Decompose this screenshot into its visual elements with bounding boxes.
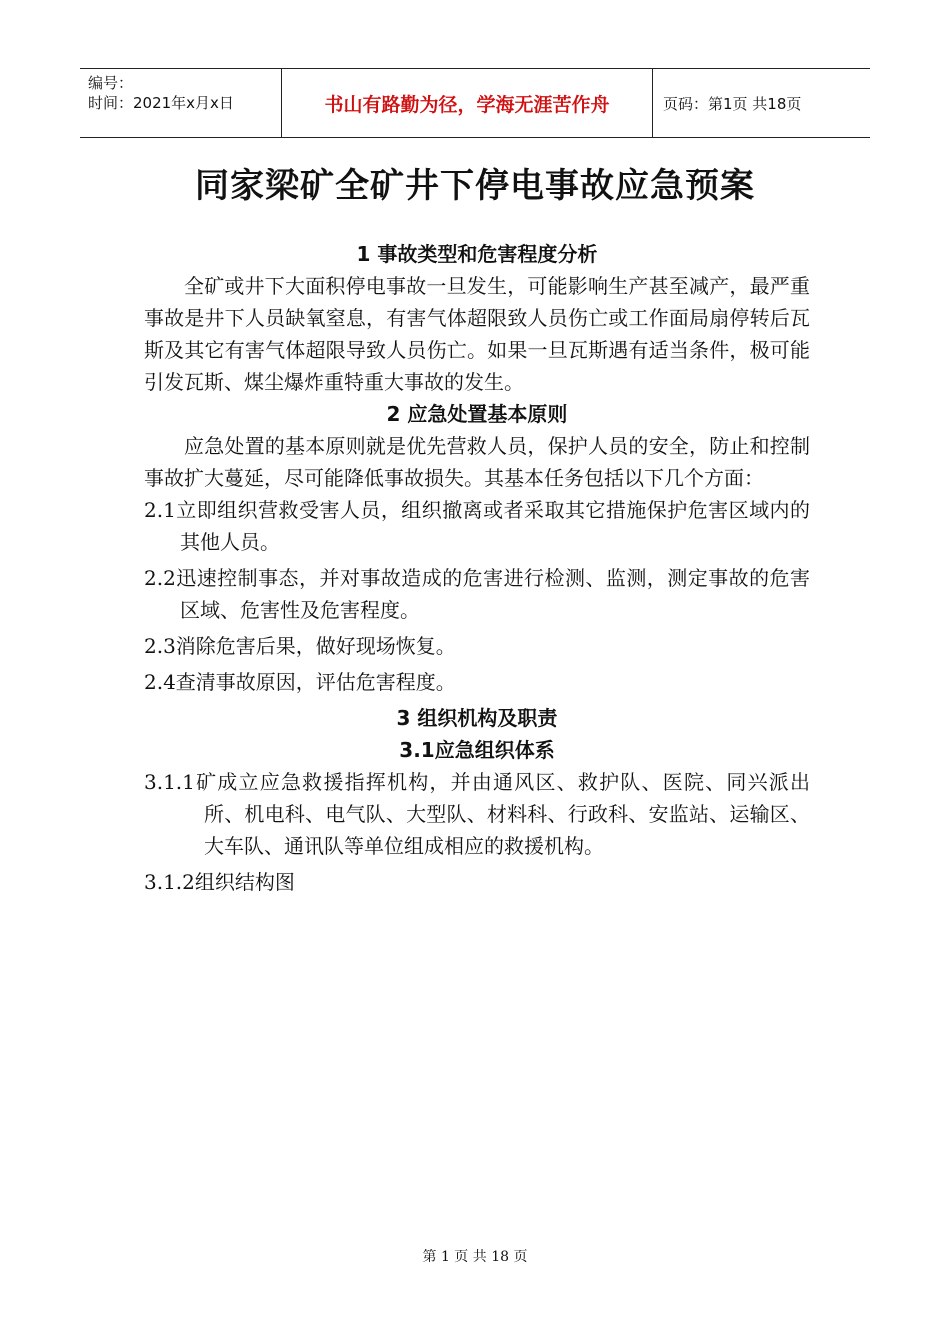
- page-footer: 第 1 页 共 18 页: [422, 1249, 528, 1265]
- section-3-heading: 3 组织机构及职责: [396, 706, 558, 730]
- section-2-heading: 2 应急处置基本原则: [386, 402, 568, 426]
- number-label: 编号：: [88, 74, 134, 92]
- list-item-2-2: 2.2迅速控制事态，并对事故造成的危害进行检测、监测，测定事故的危害区域、危害性及危害程度。: [144, 566, 810, 622]
- header-motto: 书山有路勤为径，学海无涯苦作舟: [282, 69, 653, 137]
- document-title: 同家梁矿全矿井下停电事故应急预案: [195, 166, 755, 206]
- list-item-2-1: 2.1立即组织营救受害人员，组织撤离或者采取其它措施保护危害区域内的其他人员。: [144, 498, 810, 554]
- list-item-2-4: 2.4查清事故原因，评估危害程度。: [144, 670, 456, 694]
- time-label: 时间：2021年x月x日: [88, 94, 234, 112]
- header-meta: [80, 69, 282, 137]
- page-header: [80, 68, 870, 138]
- section-1-paragraph: 全矿或井下大面积停电事故一旦发生，可能影响生产甚至减产，最严重事故是井下人员缺氧窒息，有害气体超限致人员伤亡或工作面局扇停转后瓦斯及其它有害气体超限导致人员伤亡。如果一旦瓦斯遇有适当条件，极可能引发瓦斯、煤尘爆炸重特重大事故的发生。: [144, 274, 810, 394]
- header-page-info: 页码：第1页 共18页: [663, 94, 802, 113]
- section-1-heading: 1 事故类型和危害程度分析: [356, 242, 598, 266]
- list-item-3-1-1: 3.1.1矿成立应急救援指挥机构，并由通风区、救护队、医院、同兴派出所、机电科、电气队、大型队、材料科、行政科、安监站、运输区、大车队、通讯队等单位组成相应的救援机构。: [144, 770, 810, 858]
- document-body: [144, 238, 810, 902]
- section-3-1-heading: 3.1应急组织体系: [399, 738, 555, 762]
- list-item-2-3: 2.3消除危害后果，做好现场恢复。: [144, 634, 456, 658]
- section-2-paragraph: 应急处置的基本原则就是优先营救人员，保护人员的安全，防止和控制事故扩大蔓延，尽可能降低事故损失。其基本任务包括以下几个方面：: [144, 434, 810, 490]
- list-item-3-1-2: 3.1.2组织结构图: [144, 870, 295, 894]
